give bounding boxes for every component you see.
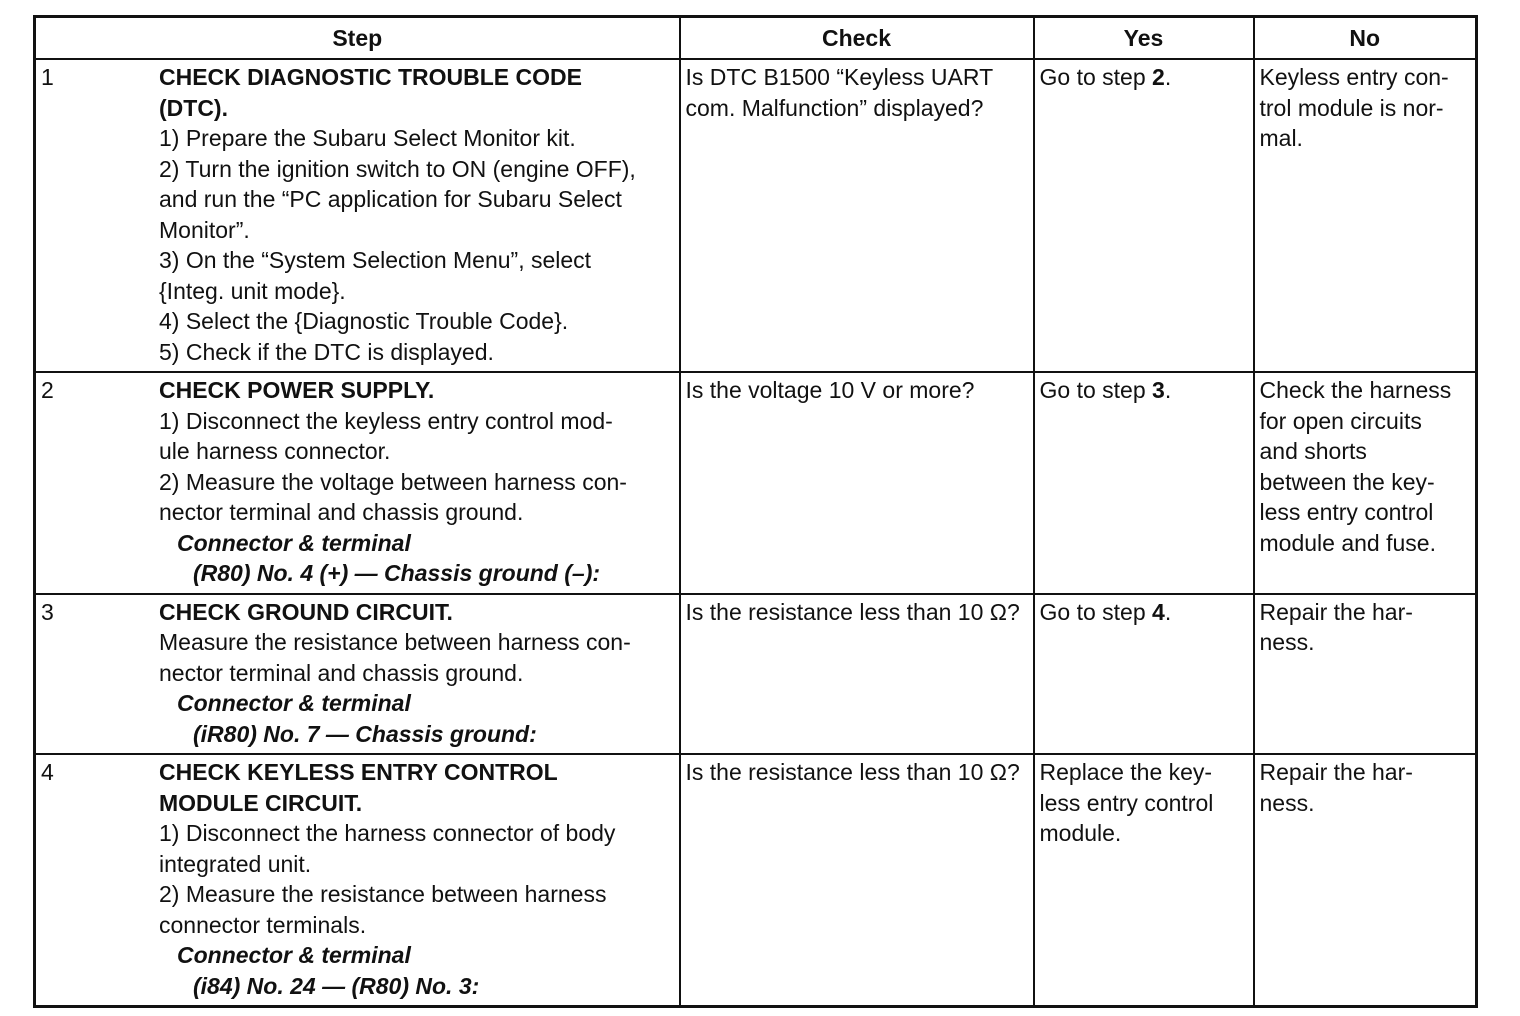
yes-text: Replace the key- bbox=[1039, 759, 1213, 785]
instruction-line: 1) Disconnect the keyless entry control mod- bbox=[159, 407, 613, 434]
step-number: 1 bbox=[41, 64, 54, 90]
yes-cell bbox=[1034, 59, 1254, 372]
yes-step-ref: 3 bbox=[1152, 377, 1165, 403]
header-yes: Yes bbox=[1034, 17, 1254, 60]
step-text bbox=[159, 62, 674, 367]
no-text: trol module is nor- bbox=[1259, 94, 1444, 121]
step-cell bbox=[35, 59, 680, 372]
connector-value: (R80) No. 4 (+) — Chassis ground (–): bbox=[193, 560, 601, 586]
no-cell bbox=[1254, 372, 1477, 594]
no-text: for open circuits bbox=[1259, 407, 1422, 434]
no-cell bbox=[1254, 754, 1477, 1007]
no-text: mal. bbox=[1259, 125, 1303, 151]
step-number: 2 bbox=[41, 377, 54, 403]
no-text: module and fuse. bbox=[1259, 529, 1436, 556]
step-title: CHECK POWER SUPPLY. bbox=[159, 377, 435, 403]
instruction-line: nector terminal and chassis ground. bbox=[159, 659, 524, 686]
yes-suffix: . bbox=[1164, 598, 1172, 625]
step-title: CHECK GROUND CIRCUIT. bbox=[159, 598, 453, 625]
table-row bbox=[35, 59, 1477, 372]
no-cell bbox=[1254, 59, 1477, 372]
instruction-line: Measure the resistance between harness con- bbox=[159, 629, 631, 655]
table-row bbox=[35, 594, 1477, 755]
step-text bbox=[159, 597, 674, 750]
instruction-line: integrated unit. bbox=[159, 850, 312, 877]
step-title: MODULE CIRCUIT. bbox=[159, 789, 363, 816]
step-text bbox=[159, 375, 674, 589]
yes-text: module. bbox=[1039, 820, 1122, 846]
instruction-line: 2) Turn the ignition switch to ON (engine OFF), bbox=[159, 155, 636, 182]
yes-suffix: . bbox=[1164, 64, 1172, 90]
step-cell bbox=[35, 372, 680, 594]
check-text: Is the voltage 10 V or more? bbox=[685, 377, 975, 403]
instruction-line: 2) Measure the voltage between harness con- bbox=[159, 468, 627, 495]
connector-value: (iR80) No. 7 — Chassis ground: bbox=[193, 720, 537, 747]
no-text: Repair the har- bbox=[1259, 598, 1413, 625]
yes-cell bbox=[1034, 594, 1254, 755]
step-title: (DTC). bbox=[159, 94, 228, 121]
connector-value: (i84) No. 24 — (R80) No. 3: bbox=[193, 972, 480, 999]
step-title: CHECK KEYLESS ENTRY CONTROL bbox=[159, 759, 558, 785]
instruction-line: 4) Select the {Diagnostic Trouble Code}. bbox=[159, 308, 569, 334]
no-text: less entry control bbox=[1259, 499, 1434, 525]
check-text: Is DTC B1500 “Keyless UART bbox=[685, 64, 994, 90]
instruction-line: 1) Prepare the Subaru Select Monitor kit. bbox=[159, 125, 576, 151]
instruction-line: 2) Measure the resistance between harness bbox=[159, 881, 607, 907]
step-cell bbox=[35, 754, 680, 1007]
step-title: CHECK DIAGNOSTIC TROUBLE CODE bbox=[159, 64, 582, 90]
check-cell bbox=[680, 372, 1034, 594]
check-cell bbox=[680, 754, 1034, 1007]
step-cell bbox=[35, 594, 680, 755]
yes-text: Go to step bbox=[1039, 377, 1153, 403]
check-text: Is the resistance less than 10 Ω? bbox=[685, 759, 1020, 785]
no-text: ness. bbox=[1259, 629, 1315, 655]
instruction-line: ule harness connector. bbox=[159, 438, 391, 464]
step-number: 4 bbox=[41, 759, 54, 785]
no-cell bbox=[1254, 594, 1477, 755]
table-row bbox=[35, 754, 1477, 1007]
yes-text: Go to step bbox=[1039, 64, 1153, 90]
instruction-line: nector terminal and chassis ground. bbox=[159, 499, 524, 525]
instruction-line: 5) Check if the DTC is displayed. bbox=[159, 338, 494, 365]
header-row bbox=[35, 17, 1477, 60]
instruction-line: 1) Disconnect the harness connector of body bbox=[159, 820, 616, 846]
table-row bbox=[35, 372, 1477, 594]
check-cell bbox=[680, 59, 1034, 372]
no-text: Check the harness bbox=[1259, 377, 1452, 403]
yes-cell bbox=[1034, 372, 1254, 594]
no-text: Repair the har- bbox=[1259, 759, 1413, 785]
instruction-line: and run the “PC application for Subaru Select bbox=[159, 186, 622, 212]
yes-cell bbox=[1034, 754, 1254, 1007]
diagnostic-table bbox=[33, 15, 1478, 1008]
header-step: Step bbox=[35, 17, 680, 60]
yes-text: Go to step bbox=[1039, 598, 1153, 625]
check-text: com. Malfunction” displayed? bbox=[685, 94, 984, 121]
yes-suffix: . bbox=[1164, 377, 1172, 403]
connector-label: Connector & terminal bbox=[177, 690, 411, 716]
check-cell bbox=[680, 594, 1034, 755]
no-text: and shorts bbox=[1259, 438, 1367, 464]
yes-text: less entry control bbox=[1039, 789, 1214, 816]
yes-step-ref: 4 bbox=[1152, 598, 1165, 625]
step-number: 3 bbox=[41, 598, 54, 625]
no-text: between the key- bbox=[1259, 468, 1435, 495]
instruction-line: connector terminals. bbox=[159, 911, 367, 938]
instruction-line: 3) On the “System Selection Menu”, select bbox=[159, 247, 592, 273]
step-text bbox=[159, 757, 674, 1001]
header-no: No bbox=[1254, 17, 1477, 60]
check-text: Is the resistance less than 10 Ω? bbox=[685, 598, 1020, 625]
instruction-line: {Integ. unit mode}. bbox=[159, 277, 346, 304]
connector-label: Connector & terminal bbox=[177, 942, 411, 968]
connector-label: Connector & terminal bbox=[177, 529, 411, 556]
instruction-line: Monitor”. bbox=[159, 216, 250, 243]
no-text: ness. bbox=[1259, 789, 1315, 816]
header-check: Check bbox=[680, 17, 1034, 60]
yes-step-ref: 2 bbox=[1152, 64, 1165, 90]
no-text: Keyless entry con- bbox=[1259, 64, 1449, 90]
